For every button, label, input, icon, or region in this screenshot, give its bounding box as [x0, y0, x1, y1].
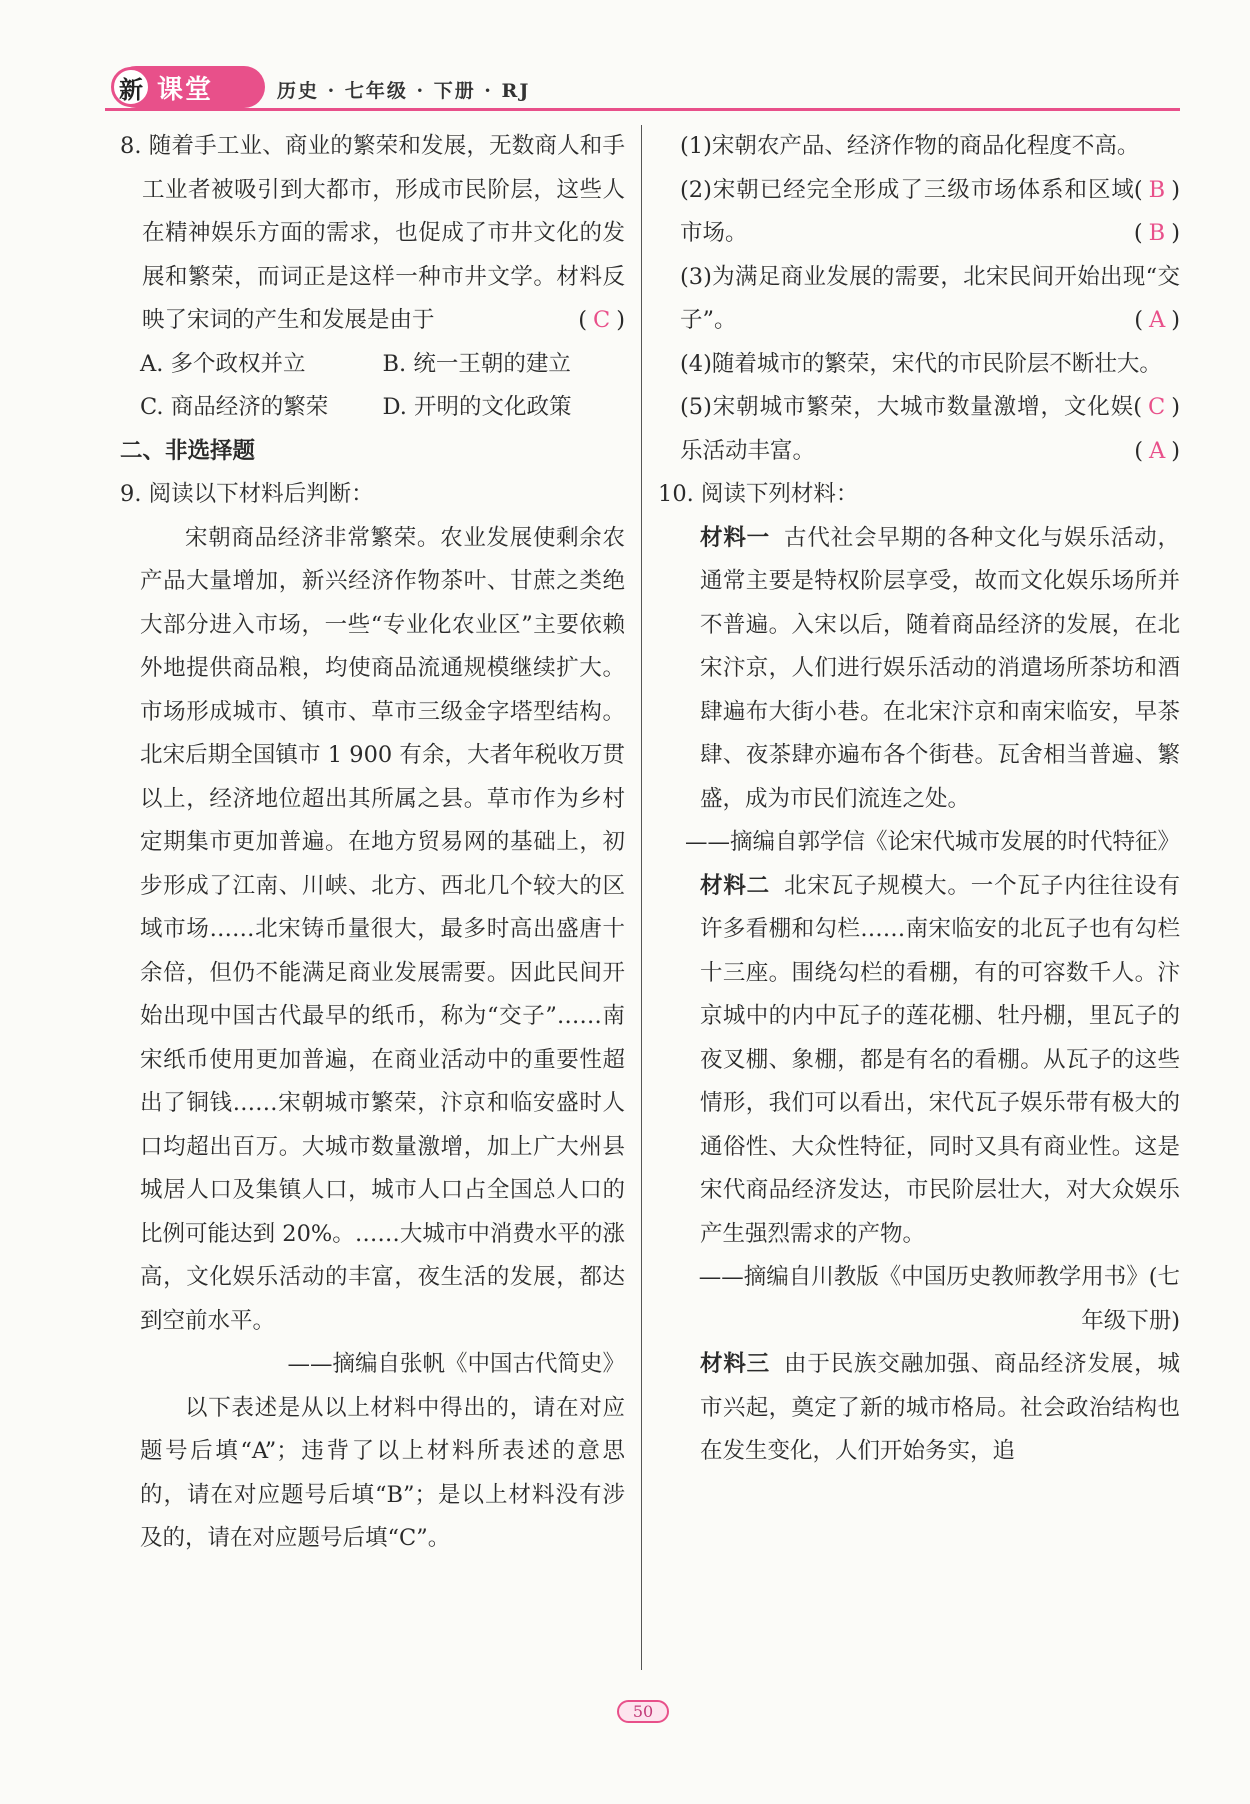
section-title: 二、非选择题 [120, 437, 256, 464]
judgment-2: (2)宋朝已经完全形成了三级市场体系和区域市场。 ( B ) [680, 176, 1180, 246]
judgment-2-answer: B [1148, 220, 1166, 246]
page-header [105, 62, 1180, 112]
q8-option-c: C. 商品经济的繁荣 [140, 394, 329, 420]
judgment-3: (3)为满足商业发展的需要，北宋民间开始出现“交子”。 ( A ) [680, 263, 1180, 333]
material-1: 材料一 古代社会早期的各种文化与娱乐活动，通常主要是特权阶层享受，故而文化娱乐场所并不普遍。入宋以后，随着商品经济的发展，在北宋汴京，人们进行娱乐活动的消遣场所茶坊和酒肆遍布大街小巷。在北宋汴京和南宋临安，早茶肆、夜茶肆亦遍布各个街巷。瓦舍相当普遍、繁盛，成为市民们流连之处。 [700, 524, 1180, 812]
material-2: 材料二 北宋瓦子规模大。一个瓦子内往往设有许多看棚和勾栏……南宋临安的北瓦子也有勾栏十三座。围绕勾栏的看棚，有的可容数千人。汴京城中的内中瓦子的莲花棚、牡丹棚，里瓦子的夜叉棚、象棚，都是有名的看棚。从瓦子的这些情形，我们可以看出，宋代瓦子娱乐带有极大的通俗性、大众性特征，同时又具有商业性。这是宋代商品经济发达，市民阶层壮大，对大众娱乐产生强烈需求的产物。 [700, 872, 1180, 1247]
right-column [658, 125, 1180, 1474]
material-1-source: ——摘编自郭学信《论宋代城市发展的时代特征》 [684, 829, 1180, 855]
q9-title: 9. 阅读以下材料后判断： [120, 481, 374, 507]
question-8 [120, 125, 625, 343]
q8-option-d: D. 开明的文化政策 [382, 394, 572, 420]
logo-first-char: 新 [111, 67, 151, 107]
logo-rest: 课堂 [157, 74, 214, 105]
judgment-1-answer: B [1148, 176, 1166, 203]
judgment-5-answer: A [1148, 437, 1166, 464]
q9-material: 宋朝商品经济非常繁荣。农业发展使剩余农产品大量增加，新兴经济作物茶叶、甘蔗之类绝大部分进入市场，一些“专业化农业区”主要依赖外地提供商品粮，均使商品流通规模继续扩大。市场形成城市、镇市、草市三级金字塔型结构。北宋后期全国镇市 1 900 有余，大者年税收万贯以上，经济地位超出其所属之县。草市作为乡村定期集市更加普遍。在地方贸易网的基础上，初步形成了江南、川峡、北方、西北几个较大的区域市场……北宋铸币量很大，最多时高出盛唐十余倍，但仍不能满足商业发展需要。因此民间开始出现中国古代最早的纸币，称为“交子”……南宋纸币使用更加普遍，在商业活动中的重要性超出了铜钱……宋朝城市繁荣，汴京和临安盛时人口均超出百万。大城市数量激增，加上广大州县城居人口及集镇人口，城市人口占全国总人口的比例可能达到 20%。……大城市中消费水平的涨高，文化娱乐活动的丰富，夜生活的发展，都达到空前水平。 [140, 524, 625, 1334]
judgment-3-answer: A [1148, 307, 1166, 333]
header-rule [105, 108, 1180, 111]
material-3: 材料三 由于民族交融加强、商品经济发展，城市兴起，奠定了新的城市格局。社会政治结构也在发生变化，人们开始务实，追 [700, 1351, 1180, 1464]
brand-logo [115, 66, 265, 108]
judgment-4-answer: C [1148, 394, 1166, 420]
q8-options [120, 343, 625, 430]
q9-instruction: 以下表述是从以上材料中得出的，请在对应题号后填“A”；违背了以上材料所表述的意思的，请在对应题号后填“B”；是以上材料没有涉及的，请在对应题号后填“C”。 [140, 1394, 625, 1551]
q8-stem: 8. 随着手工业、商业的繁荣和发展，无数商人和手工业者被吸引到大都市，形成市民阶层，这些人在精神娱乐方面的需求，也促成了市井文化的发展和繁荣，而词正是这样一种市井文学。材料反映了宋词的产生和发展是由于 [120, 133, 625, 333]
judgment-5: (5)宋朝城市繁荣，大城市数量激增，文化娱乐活动丰富。 ( A ) [680, 394, 1180, 464]
q9-source: ——摘编自张帆《中国古代简史》 [287, 1351, 625, 1377]
judgment-4: (4)随着城市的繁荣，宋代的市民阶层不断壮大。 ( C ) [680, 350, 1180, 420]
left-column [120, 125, 625, 1561]
q10-title: 10. 阅读下列材料： [658, 481, 859, 507]
q8-option-b: B. 统一王朝的建立 [382, 350, 571, 377]
column-divider [641, 125, 642, 1670]
judgment-1: (1)宋朝农产品、经济作物的商品化程度不高。 ( B ) [680, 133, 1180, 203]
material-2-source: ——摘编自川教版《中国历史教师教学用书》(七年级下册) [698, 1264, 1180, 1334]
page-number: 50 [598, 1696, 688, 1726]
q8-option-a: A. 多个政权并立 [140, 350, 306, 377]
q8-answer: ( C ) [578, 307, 625, 333]
subject-label: 历史 · 七年级 · 下册 · RJ [277, 80, 531, 102]
